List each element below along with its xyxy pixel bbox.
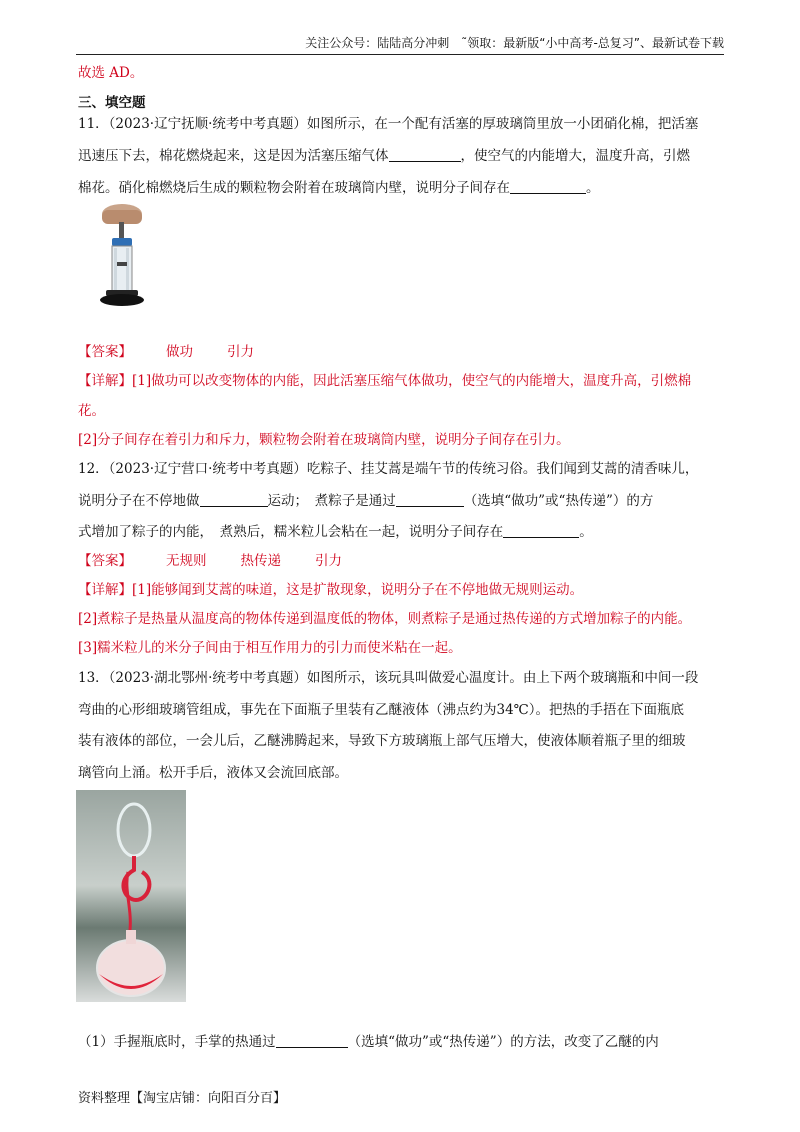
q13-text: （选填“做功”或“热传递”）的方法，改变了乙醚的内: [347, 1034, 659, 1050]
q11-line1: 11．（2023·辽宁抚顺·统考中考真题）如图所示，在一个配有活塞的厚玻璃筒里放一小团硝化棉，把活塞: [78, 116, 699, 132]
q12-text: 运动； 煮粽子是通过: [267, 493, 396, 509]
answer-value: 引力: [227, 344, 254, 360]
q13-line3: 装有液体的部位，一会儿后，乙醚沸腾起来，导致下方玻璃瓶上部气压增大，使液体顺着瓶子里的细玻: [78, 733, 686, 749]
q11-line3: [78, 177, 600, 199]
q11-text: ，使空气的内能增大，温度升高，引燃: [460, 148, 690, 164]
answer-label: 【答案】: [78, 344, 132, 360]
q11-detail-2: 花。: [78, 403, 105, 419]
q12-detail-3: [3]糯米粒儿的米分子间由于相互作用力的引力而使米粘在一起。: [78, 640, 462, 656]
q11-text: 迅速压下去，棉花燃烧起来，这是因为活塞压缩气体: [78, 148, 389, 164]
answer-value: 无规则: [166, 553, 207, 569]
answer-label: 【答案】: [78, 553, 132, 569]
previous-answer: 故选 AD。: [78, 65, 144, 81]
answer-value: 热传递: [240, 553, 281, 569]
q11-text: 。: [586, 180, 600, 196]
q13-line2: 弯曲的心形细玻璃管组成，事先在下面瓶子里装有乙醚液体（沸点约为34℃）。把热的手捂在下面瓶底: [78, 702, 685, 718]
q11-detail-1: 【详解】[1]做功可以改变物体的内能，因此活塞压缩气体做功，使空气的内能增大，温度升高，引燃棉: [78, 373, 692, 389]
answer-value: 做功: [166, 344, 193, 360]
q11-blank-2: [510, 179, 586, 194]
q12-text: 说明分子在不停地做: [78, 493, 200, 509]
q12-text: （选填“做功”或“热传递”）的方: [463, 493, 654, 509]
q12-blank-2: [396, 492, 464, 507]
q12-blank-3: [503, 523, 579, 538]
q13-line1: 13．（2023·湖北鄂州·统考中考真题）如图所示，该玩具叫做爱心温度计。由上下两个玻璃瓶和中间一段: [78, 670, 699, 686]
q12-detail-1: 【详解】[1]能够闻到艾蒿的味道，这是扩散现象，说明分子在不停地做无规则运动。: [78, 582, 584, 598]
answer-value: 引力: [315, 553, 342, 569]
q13-sub1: [78, 1031, 659, 1053]
page-footer: 资料整理【淘宝店铺：向阳百分百】: [78, 1091, 287, 1106]
q11-text: 棉花。硝化棉燃烧后生成的颗粒物会附着在玻璃筒内壁，说明分子间存在: [78, 180, 510, 196]
q11-detail-3: [2]分子间存在着引力和斥力，颗粒物会附着在玻璃筒内壁，说明分子间存在引力。: [78, 432, 570, 448]
q11-line2: [78, 145, 690, 167]
q13-line4: 璃管向上涌。松开手后，液体又会流回底部。: [78, 765, 348, 781]
q13-text: （1）手握瓶底时，手掌的热通过: [78, 1034, 276, 1050]
q12-line1: 12．（2023·辽宁营口·统考中考真题）吃粽子、挂艾蒿是端午节的传统习俗。我们闻到艾蒿的清香味儿，: [78, 461, 699, 477]
q13-blank-1: [276, 1033, 348, 1048]
q12-blank-1: [200, 492, 268, 507]
q11-answer: [78, 341, 254, 363]
q12-detail-2: [2]煮粽子是热量从温度高的物体传递到温度低的物体，则煮粽子是通过热传递的方式增加粽子的内能。: [78, 611, 692, 627]
q11-blank-1: [389, 147, 461, 162]
section-title: 三、填空题: [78, 95, 146, 111]
love-meter-image: [76, 790, 186, 1002]
q12-text: 式增加了粽子的内能， 煮熟后，糯米粒儿会粘在一起，说明分子间存在: [78, 524, 504, 540]
piston-cylinder-image: [88, 202, 158, 314]
q12-answer: [78, 550, 342, 572]
q12-text: 。: [579, 524, 593, 540]
page-header: 关注公众号：陆陆高分冲刺 ˜领取：最新版“小中高考-总复习”、最新试卷下载: [76, 34, 724, 55]
q12-line3: [78, 521, 593, 543]
q12-line2: [78, 490, 653, 512]
